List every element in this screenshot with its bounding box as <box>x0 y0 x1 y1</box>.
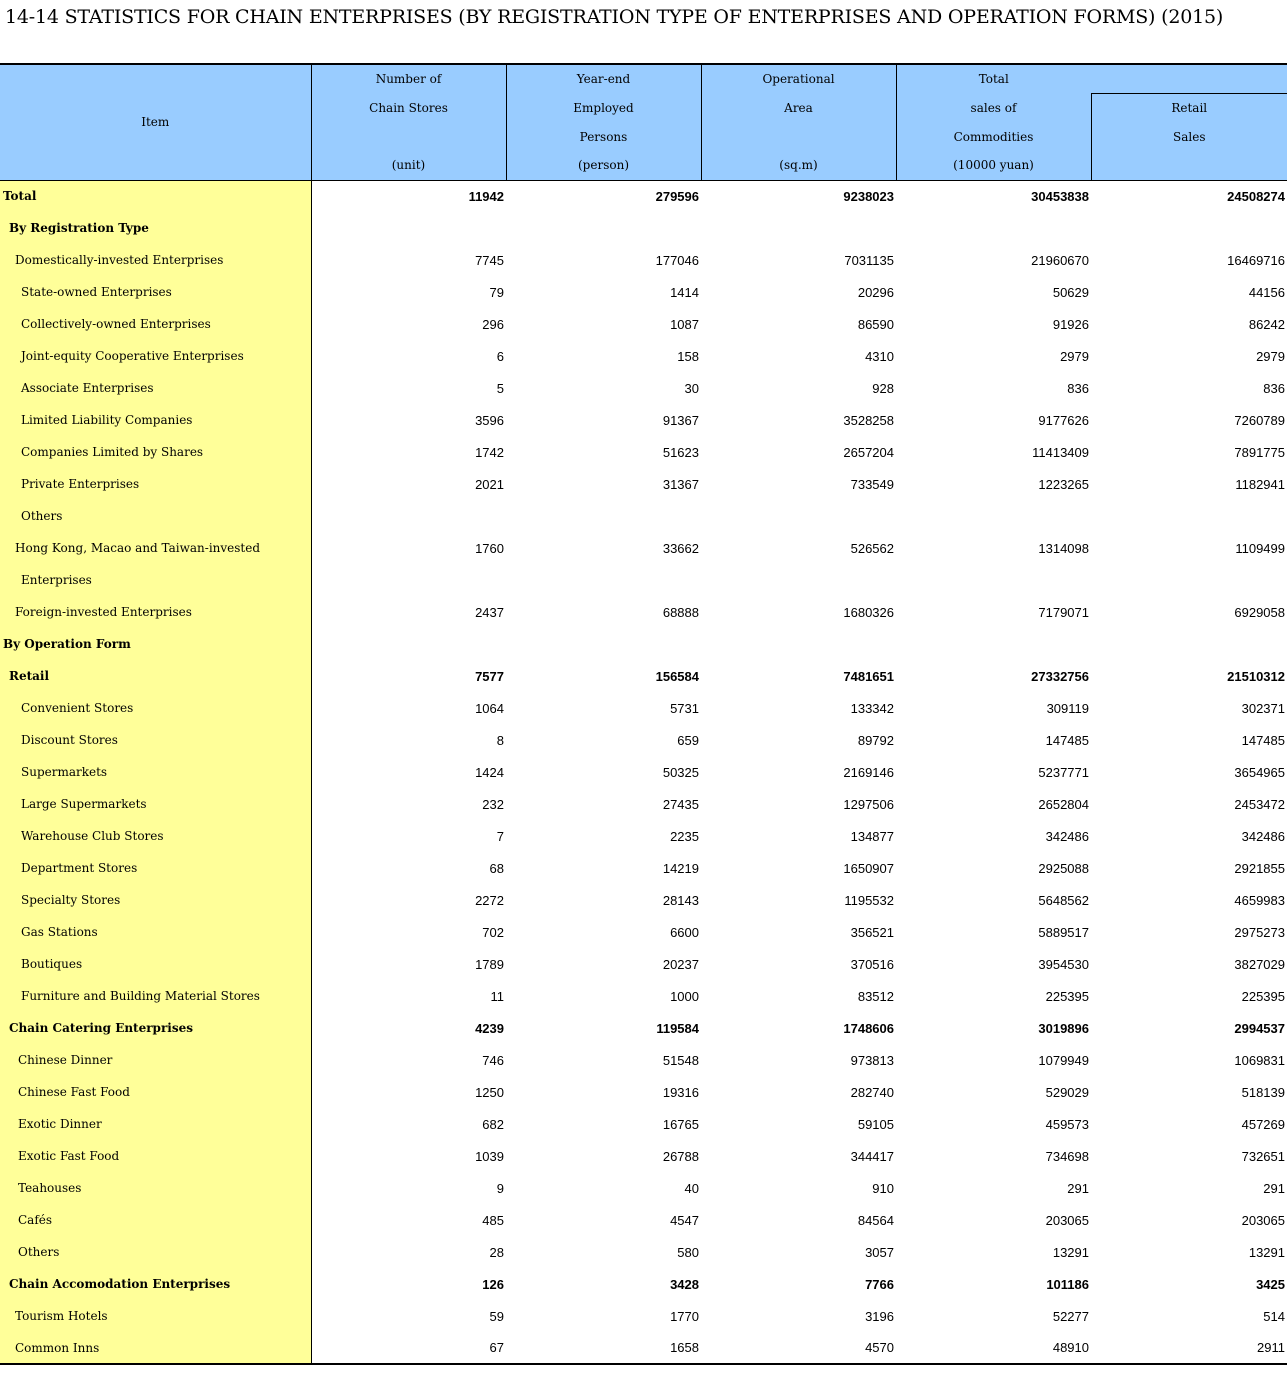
row-value: 7179071 <box>1038 604 1089 620</box>
row-value: 4239 <box>311 1012 506 1044</box>
row-value: 48910 <box>896 1332 1091 1364</box>
row-value: 291 <box>1263 1180 1285 1196</box>
row-value: 836 <box>1263 380 1285 396</box>
row-value: 28 <box>311 1236 506 1268</box>
row-value: 580 <box>677 1244 699 1260</box>
row-value: 147485 <box>1045 732 1089 748</box>
row-value: 3827029 <box>1234 956 1285 972</box>
row-value: 514 <box>1263 1308 1285 1324</box>
row-value: 1223265 <box>1038 476 1089 492</box>
table-row <box>0 1300 1287 1332</box>
row-value: 485 <box>311 1204 506 1236</box>
row-label: By Registration Type <box>0 212 311 244</box>
table-row <box>0 1044 1287 1076</box>
row-value <box>311 212 506 244</box>
row-label: Chinese Fast Food <box>0 1076 311 1108</box>
table-row <box>0 820 1287 852</box>
row-value: 910 <box>872 1180 894 1196</box>
row-value: 30 <box>684 380 699 396</box>
row-value: 101186 <box>1046 1276 1089 1292</box>
row-value: 44156 <box>1248 284 1285 300</box>
row-value: 836 <box>1067 380 1089 396</box>
header-area-1: Operational <box>701 64 896 93</box>
row-value: 2021 <box>311 468 506 500</box>
row-value: 31367 <box>662 476 699 492</box>
row-label: Discount Stores <box>0 724 311 756</box>
row-value: 7891775 <box>1234 444 1285 460</box>
table-row <box>0 276 1287 308</box>
row-value: 27435 <box>662 796 699 812</box>
table-row <box>0 628 1287 660</box>
row-value: 59 <box>311 1300 506 1332</box>
table-row <box>0 980 1287 1012</box>
header-retail-sales-2: Sales <box>1091 122 1287 151</box>
row-value: 7 <box>311 820 506 852</box>
header-total-sales-2: sales of <box>896 93 1091 122</box>
table-row <box>0 852 1287 884</box>
row-value <box>701 500 896 532</box>
row-value: 1680326 <box>843 604 894 620</box>
row-value: 126 <box>311 1268 506 1300</box>
row-value: 21960670 <box>1031 252 1089 268</box>
row-label: Enterprises <box>0 564 311 596</box>
row-value: 225395 <box>1045 988 1089 1004</box>
row-value: 79 <box>311 276 506 308</box>
row-value: 1087 <box>670 316 699 332</box>
row-label: Chain Accomodation Enterprises <box>0 1268 311 1300</box>
row-value <box>311 628 506 660</box>
row-value: 3596 <box>311 404 506 436</box>
row-value: 86242 <box>1248 316 1285 332</box>
statistics-table <box>0 63 1287 1365</box>
row-value: 279596 <box>506 180 701 212</box>
row-value: 2657204 <box>843 444 894 460</box>
table-row <box>0 1204 1287 1236</box>
row-label: Department Stores <box>0 852 311 884</box>
row-value: 91926 <box>1052 316 1089 332</box>
table-row <box>0 660 1287 692</box>
row-value: 457269 <box>1241 1116 1285 1132</box>
row-value: 3425 <box>1256 1276 1285 1292</box>
row-label: Supermarkets <box>0 756 311 788</box>
row-label: State-owned Enterprises <box>0 276 311 308</box>
row-value: 1760 <box>311 532 506 564</box>
row-value: 928 <box>872 380 894 396</box>
table-row <box>0 532 1287 564</box>
row-value <box>311 564 506 596</box>
row-value: 11413409 <box>1032 444 1089 460</box>
table-row <box>0 1012 1287 1044</box>
header-employed-2: Employed <box>506 93 701 122</box>
row-value: 11942 <box>311 180 506 212</box>
row-value: 2921855 <box>1234 860 1285 876</box>
row-value: 3196 <box>865 1308 894 1324</box>
table-row <box>0 500 1287 532</box>
row-value: 68 <box>311 852 506 884</box>
row-value: 28143 <box>662 892 699 908</box>
row-value: 51623 <box>662 444 699 460</box>
table-row <box>0 212 1287 244</box>
row-value: 459573 <box>1045 1116 1089 1132</box>
row-value <box>896 564 1091 596</box>
row-value: 973813 <box>850 1052 894 1068</box>
row-value: 4547 <box>670 1212 699 1228</box>
table-row <box>0 1108 1287 1140</box>
row-value: 702 <box>311 916 506 948</box>
row-value: 342486 <box>1241 828 1285 844</box>
table-row <box>0 948 1287 980</box>
row-label: Tourism Hotels <box>0 1300 311 1332</box>
table-row <box>0 340 1287 372</box>
table-row <box>0 404 1287 436</box>
row-value: 1314098 <box>1038 540 1089 556</box>
table-row <box>0 564 1287 596</box>
row-value: 5 <box>311 372 506 404</box>
row-value: 67 <box>311 1332 506 1364</box>
header-chain-stores-2: Chain Stores <box>311 93 506 122</box>
row-value: 3954530 <box>1038 956 1089 972</box>
row-value: 1297506 <box>843 796 894 812</box>
row-value: 282740 <box>850 1084 894 1100</box>
row-value: 1195532 <box>844 892 894 908</box>
row-value: 24508274 <box>1091 180 1287 212</box>
row-value: 27332756 <box>1031 668 1089 684</box>
row-value <box>311 500 506 532</box>
row-label: Others <box>0 500 311 532</box>
row-label: Private Enterprises <box>0 468 311 500</box>
table-row <box>0 180 1287 212</box>
row-value: 4570 <box>701 1332 896 1364</box>
row-value <box>701 564 896 596</box>
row-value: 3428 <box>670 1276 699 1292</box>
row-label: Convenient Stores <box>0 692 311 724</box>
row-label: By Operation Form <box>0 628 311 660</box>
row-value: 1748606 <box>843 1020 894 1036</box>
row-value: 356521 <box>850 924 894 940</box>
row-value: 203065 <box>1045 1212 1089 1228</box>
table-row <box>0 884 1287 916</box>
row-label: Foreign-invested Enterprises <box>0 596 311 628</box>
row-value <box>1091 500 1287 532</box>
row-value <box>506 564 701 596</box>
row-value: 91367 <box>662 412 699 428</box>
header-chain-stores-1: Number of <box>311 64 506 93</box>
row-value: 177046 <box>655 252 699 268</box>
row-value: 4310 <box>865 348 894 364</box>
row-label: Specialty Stores <box>0 884 311 916</box>
row-label: Furniture and Building Material Stores <box>0 980 311 1012</box>
row-label: Total <box>0 180 311 212</box>
row-value <box>506 500 701 532</box>
row-value: 518139 <box>1241 1084 1285 1100</box>
row-value: 21510312 <box>1227 668 1285 684</box>
row-label: Large Supermarkets <box>0 788 311 820</box>
row-value: 1658 <box>506 1332 701 1364</box>
row-value: 50629 <box>1052 284 1089 300</box>
row-value: 2437 <box>311 596 506 628</box>
row-label: Associate Enterprises <box>0 372 311 404</box>
row-value: 11 <box>311 980 506 1012</box>
table-row <box>0 1268 1287 1300</box>
row-value: 2453472 <box>1234 796 1285 812</box>
row-label: Limited Liability Companies <box>0 404 311 436</box>
row-value <box>1091 212 1287 244</box>
row-value: 9177626 <box>1038 412 1089 428</box>
table-row <box>0 308 1287 340</box>
row-value: 119584 <box>656 1020 699 1036</box>
row-value: 14219 <box>662 860 699 876</box>
statistics-table-container <box>0 63 1287 1365</box>
header-chain-stores-unit: (unit) <box>311 151 506 180</box>
row-value: 50325 <box>662 764 699 780</box>
header-item: Item <box>0 64 311 180</box>
row-value <box>701 212 896 244</box>
row-value: 1789 <box>311 948 506 980</box>
row-label: Others <box>0 1236 311 1268</box>
row-value: 16765 <box>662 1116 699 1132</box>
table-row <box>0 436 1287 468</box>
row-value: 86590 <box>857 316 894 332</box>
table-row <box>0 724 1287 756</box>
row-value: 309119 <box>1046 700 1089 716</box>
row-value: 134877 <box>850 828 894 844</box>
row-value: 2975273 <box>1234 924 1285 940</box>
row-value: 2979 <box>1060 348 1089 364</box>
row-value: 2272 <box>311 884 506 916</box>
row-value: 2925088 <box>1038 860 1089 876</box>
row-value: 2979 <box>1256 348 1285 364</box>
table-row <box>0 1140 1287 1172</box>
row-value: 7766 <box>865 1276 894 1292</box>
page-title: 14-14 STATISTICS FOR CHAIN ENTERPRISES (BY REGISTRATION TYPE OF ENTERPRISES AND OPERATION FORMS) (2015) <box>5 6 1224 28</box>
row-label: Teahouses <box>0 1172 311 1204</box>
row-value: 7481651 <box>843 668 894 684</box>
row-value: 8 <box>311 724 506 756</box>
row-value <box>506 212 701 244</box>
row-value: 2994537 <box>1234 1020 1285 1036</box>
row-value <box>1091 628 1287 660</box>
row-label: Companies Limited by Shares <box>0 436 311 468</box>
row-value: 2169146 <box>843 764 894 780</box>
header-total-sales-3: Commodities <box>896 122 1091 151</box>
row-value: 1770 <box>670 1308 699 1324</box>
row-label: Chinese Dinner <box>0 1044 311 1076</box>
header-total-sales-1: Total <box>896 64 1091 93</box>
table-body <box>0 180 1287 1364</box>
row-value: 232 <box>311 788 506 820</box>
row-value: 3057 <box>865 1244 894 1260</box>
row-value: 1000 <box>670 988 699 1004</box>
header-retail-sales-1: Retail <box>1091 93 1287 122</box>
header-chain-stores-3 <box>311 122 506 151</box>
header-blank <box>1091 64 1287 93</box>
table-row <box>0 1236 1287 1268</box>
row-value: 26788 <box>662 1148 699 1164</box>
row-value: 225395 <box>1241 988 1285 1004</box>
row-value: 1064 <box>311 692 506 724</box>
row-label: Cafés <box>0 1204 311 1236</box>
row-value: 6929058 <box>1234 604 1285 620</box>
row-value: 203065 <box>1241 1212 1285 1228</box>
row-value: 5889517 <box>1038 924 1089 940</box>
row-value: 9238023 <box>701 180 896 212</box>
row-value: 1742 <box>311 436 506 468</box>
header-employed-unit: (person) <box>506 151 701 180</box>
row-value: 6600 <box>670 924 699 940</box>
row-value: 5648562 <box>1038 892 1089 908</box>
table-row <box>0 596 1287 628</box>
row-label: Common Inns <box>0 1332 311 1364</box>
table-row <box>0 1076 1287 1108</box>
row-value: 2652804 <box>1038 796 1089 812</box>
header-area-unit: (sq.m) <box>701 151 896 180</box>
row-value: 1650907 <box>843 860 894 876</box>
table-row <box>0 1172 1287 1204</box>
row-value: 344417 <box>850 1148 894 1164</box>
table-row <box>0 1332 1287 1364</box>
row-value: 732651 <box>1241 1148 1285 1164</box>
row-label: Exotic Fast Food <box>0 1140 311 1172</box>
table-row <box>0 756 1287 788</box>
row-value <box>896 500 1091 532</box>
row-value: 302371 <box>1241 700 1285 716</box>
table-row <box>0 244 1287 276</box>
row-value: 1250 <box>311 1076 506 1108</box>
row-label: Gas Stations <box>0 916 311 948</box>
row-value: 7745 <box>311 244 506 276</box>
row-label: Collectively-owned Enterprises <box>0 308 311 340</box>
row-value: 89792 <box>857 732 894 748</box>
table-header <box>0 64 1287 180</box>
row-value: 733549 <box>850 476 894 492</box>
header-employed-1: Year-end <box>506 64 701 93</box>
header-retail-sales-unit <box>1091 151 1287 180</box>
row-label: Hong Kong, Macao and Taiwan-invested <box>0 532 311 564</box>
row-label: Warehouse Club Stores <box>0 820 311 852</box>
header-area-2: Area <box>701 93 896 122</box>
row-value: 3019896 <box>1038 1020 1089 1036</box>
row-value: 59105 <box>857 1116 894 1132</box>
row-value: 68888 <box>662 604 699 620</box>
row-value: 83512 <box>857 988 894 1004</box>
row-value <box>896 628 1091 660</box>
row-value: 52277 <box>1052 1308 1089 1324</box>
row-value: 147485 <box>1241 732 1285 748</box>
row-value: 1182941 <box>1235 476 1285 492</box>
row-value: 156584 <box>655 668 699 684</box>
row-value: 296 <box>311 308 506 340</box>
table-row <box>0 468 1287 500</box>
row-label: Exotic Dinner <box>0 1108 311 1140</box>
row-value: 1424 <box>311 756 506 788</box>
row-value: 370516 <box>850 956 894 972</box>
row-value: 84564 <box>857 1212 894 1228</box>
row-value: 133342 <box>850 700 894 716</box>
row-label: Chain Catering Enterprises <box>0 1012 311 1044</box>
row-value: 2235 <box>670 828 699 844</box>
row-value: 20296 <box>857 284 894 300</box>
row-value: 2911 <box>1091 1332 1287 1364</box>
row-value: 1414 <box>670 284 699 300</box>
row-value: 5237771 <box>1038 764 1089 780</box>
table-row <box>0 692 1287 724</box>
table-row <box>0 788 1287 820</box>
table-row <box>0 916 1287 948</box>
row-value: 158 <box>677 348 699 364</box>
header-area-3 <box>701 122 896 151</box>
row-value: 7577 <box>311 660 506 692</box>
row-value: 51548 <box>662 1052 699 1068</box>
row-value: 16469716 <box>1227 252 1285 268</box>
row-value: 291 <box>1067 1180 1089 1196</box>
row-value <box>506 628 701 660</box>
row-value: 5731 <box>670 700 699 716</box>
row-value: 4659983 <box>1234 892 1285 908</box>
row-value: 746 <box>311 1044 506 1076</box>
row-value: 682 <box>311 1108 506 1140</box>
row-value: 20237 <box>662 956 699 972</box>
row-label: Joint-equity Cooperative Enterprises <box>0 340 311 372</box>
row-value: 19316 <box>662 1084 699 1100</box>
row-value: 1069831 <box>1234 1052 1285 1068</box>
row-value: 6 <box>311 340 506 372</box>
row-label: Boutiques <box>0 948 311 980</box>
row-value: 9 <box>311 1172 506 1204</box>
row-value: 33662 <box>662 540 699 556</box>
row-value: 40 <box>684 1180 699 1196</box>
row-label: Retail <box>0 660 311 692</box>
row-value: 30453838 <box>896 180 1091 212</box>
row-value: 13291 <box>1052 1244 1089 1260</box>
row-value: 1079949 <box>1038 1052 1089 1068</box>
table-row <box>0 372 1287 404</box>
row-value: 529029 <box>1045 1084 1089 1100</box>
row-value: 7260789 <box>1234 412 1285 428</box>
row-label: Domestically-invested Enterprises <box>0 244 311 276</box>
row-value: 7031135 <box>844 252 894 268</box>
row-value: 1039 <box>311 1140 506 1172</box>
row-value: 3654965 <box>1234 764 1285 780</box>
row-value <box>1091 564 1287 596</box>
row-value: 526562 <box>850 540 894 556</box>
row-value: 13291 <box>1248 1244 1285 1260</box>
row-value: 734698 <box>1045 1148 1089 1164</box>
row-value <box>896 212 1091 244</box>
row-value <box>701 628 896 660</box>
row-value: 3528258 <box>843 412 894 428</box>
row-value: 342486 <box>1045 828 1089 844</box>
header-employed-3: Persons <box>506 122 701 151</box>
row-value: 659 <box>677 732 699 748</box>
row-value: 1109499 <box>1235 540 1285 556</box>
header-total-sales-unit: (10000 yuan) <box>896 151 1091 180</box>
